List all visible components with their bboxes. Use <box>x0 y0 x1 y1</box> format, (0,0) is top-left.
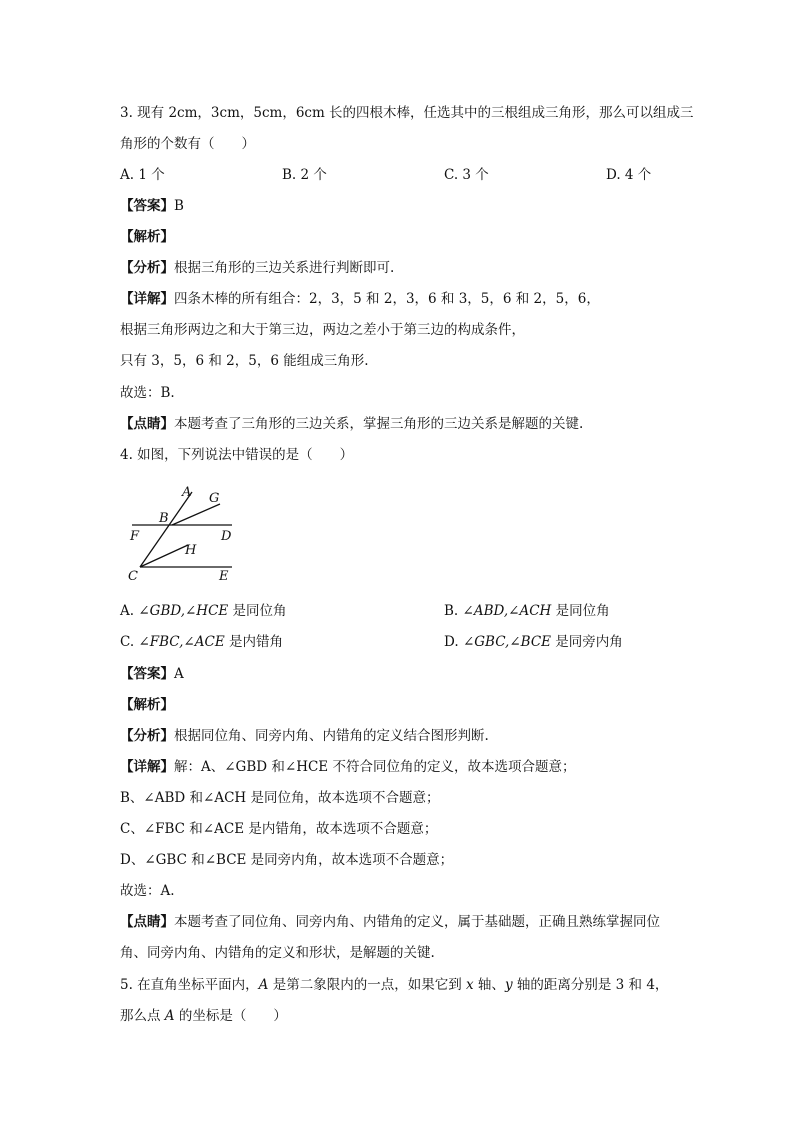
q3-dianjing <box>120 415 583 433</box>
q5-var-a: A <box>164 1008 175 1024</box>
q4-option-d <box>444 633 623 651</box>
label-d: D <box>221 529 232 544</box>
option-suffix: 是同位角 <box>551 603 610 619</box>
q5-var-x: x <box>466 977 474 993</box>
q4-dianjing <box>120 913 660 931</box>
fenxi-tag: 【分析】 <box>120 728 174 744</box>
q3-fenxi <box>120 259 394 277</box>
q3-xiangjie <box>120 290 600 308</box>
q4-choose: 故选：A. <box>120 883 175 899</box>
label-c: C <box>128 569 138 584</box>
q5-text: 轴的距离分别是 3 和 4， <box>512 977 669 993</box>
option-suffix: 是同旁内角 <box>551 634 623 650</box>
q4-fenxi <box>120 727 489 745</box>
xiangjie-text: 四条木棒的所有组合：2，3，5 和 2，3，6 和 3，5，6 和 2，5，6， <box>174 291 600 307</box>
xiangjie-text: 解：A、∠GBD 和∠HCE 不符合同位角的定义，故本选项合题意； <box>174 759 576 775</box>
q5-stem-line1 <box>120 976 668 994</box>
answer-tag: 【答案】 <box>120 198 174 214</box>
q4-option-b <box>444 602 610 620</box>
fenxi-text: 根据三角形的三边关系进行判断即可. <box>174 260 395 276</box>
label-f: F <box>130 529 140 544</box>
option-suffix: 是内错角 <box>224 634 283 650</box>
label-e: E <box>219 569 229 584</box>
q4-dianjing-line2: 角、同旁内角、内错角的定义和形状，是解题的关键. <box>120 945 435 961</box>
q4-analysis-tag: 【解析】 <box>120 697 174 713</box>
q3-option-c: C. 3 个 <box>444 167 489 183</box>
q5-var-y: y <box>504 977 513 993</box>
q5-text: 是第二象限内的一点，如果它到 <box>268 977 467 993</box>
q3-xiangjie-line3: 只有 3，5，6 和 2，5，6 能组成三角形. <box>120 353 369 369</box>
q5-text: 5. 在直角坐标平面内， <box>120 977 259 993</box>
option-math: ∠GBC,∠BCE <box>462 634 552 650</box>
answer-value: B <box>174 198 184 214</box>
q4-figure <box>120 480 250 590</box>
option-prefix: C. <box>120 634 139 650</box>
q4-option-a <box>120 602 287 620</box>
q5-text: 轴、 <box>473 977 505 993</box>
label-b: B <box>159 511 169 526</box>
label-a: A <box>182 485 192 500</box>
option-prefix: D. <box>444 634 463 650</box>
label-g: G <box>209 491 220 506</box>
q3-stem-line1: 3. 现有 2cm，3cm，5cm，6cm 长的四根木棒，任选其中的三根组成三角形，那么可以组成三 <box>120 105 694 121</box>
q5-text: 那么点 <box>120 1008 165 1024</box>
q3-answer <box>120 197 184 215</box>
q4-xiangjie <box>120 758 575 776</box>
xiangjie-tag: 【详解】 <box>120 291 174 307</box>
q4-answer <box>120 665 184 683</box>
dianjing-tag: 【点睛】 <box>120 416 174 432</box>
q3-option-d: D. 4 个 <box>606 167 652 183</box>
fenxi-text: 根据同位角、同旁内角、内错角的定义结合图形判断. <box>174 728 489 744</box>
label-h: H <box>185 543 197 558</box>
q3-choose: 故选：B. <box>120 385 175 401</box>
q3-stem-line2: 角形的个数有（ ） <box>120 136 255 152</box>
answer-value: A <box>174 666 184 682</box>
q3-analysis-tag: 【解析】 <box>120 229 174 245</box>
option-math: ∠GBD,∠HCE <box>138 603 229 619</box>
q3-option-b: B. 2 个 <box>282 167 327 183</box>
q5-var-a: A <box>258 977 269 993</box>
xiangjie-tag: 【详解】 <box>120 759 174 775</box>
q4-xiangjie-line2: B、∠ABD 和∠ACH 是同位角，故本选项不合题意； <box>120 790 440 806</box>
q3-option-a: A. 1 个 <box>120 167 165 183</box>
option-prefix: B. <box>444 603 463 619</box>
option-math: ∠ABD,∠ACH <box>462 603 552 619</box>
option-math: ∠FBC,∠ACE <box>138 634 225 650</box>
answer-tag: 【答案】 <box>120 666 174 682</box>
q4-xiangjie-line3: C、∠FBC 和∠ACE 是内错角，故本选项不合题意； <box>120 821 438 837</box>
q5-text: 的坐标是（ ） <box>174 1008 287 1024</box>
line-bg <box>172 504 220 525</box>
q4-xiangjie-line4: D、∠GBC 和∠BCE 是同旁内角，故本选项不合题意； <box>120 852 454 868</box>
dianjing-tag: 【点睛】 <box>120 914 174 930</box>
q4-stem: 4. 如图，下列说法中错误的是（ ） <box>120 447 354 463</box>
q5-stem-line2 <box>120 1007 287 1025</box>
q4-option-c <box>120 633 283 651</box>
q3-xiangjie-line2: 根据三角形两边之和大于第三边，两边之差小于第三边的构成条件， <box>120 322 525 338</box>
fenxi-tag: 【分析】 <box>120 260 174 276</box>
option-suffix: 是同位角 <box>228 603 287 619</box>
dianjing-text: 本题考查了同位角、同旁内角、内错角的定义，属于基础题，正确且熟练掌握同位 <box>174 914 660 930</box>
dianjing-text: 本题考查了三角形的三边关系，掌握三角形的三边关系是解题的关键. <box>174 416 584 432</box>
option-prefix: A. <box>120 603 139 619</box>
